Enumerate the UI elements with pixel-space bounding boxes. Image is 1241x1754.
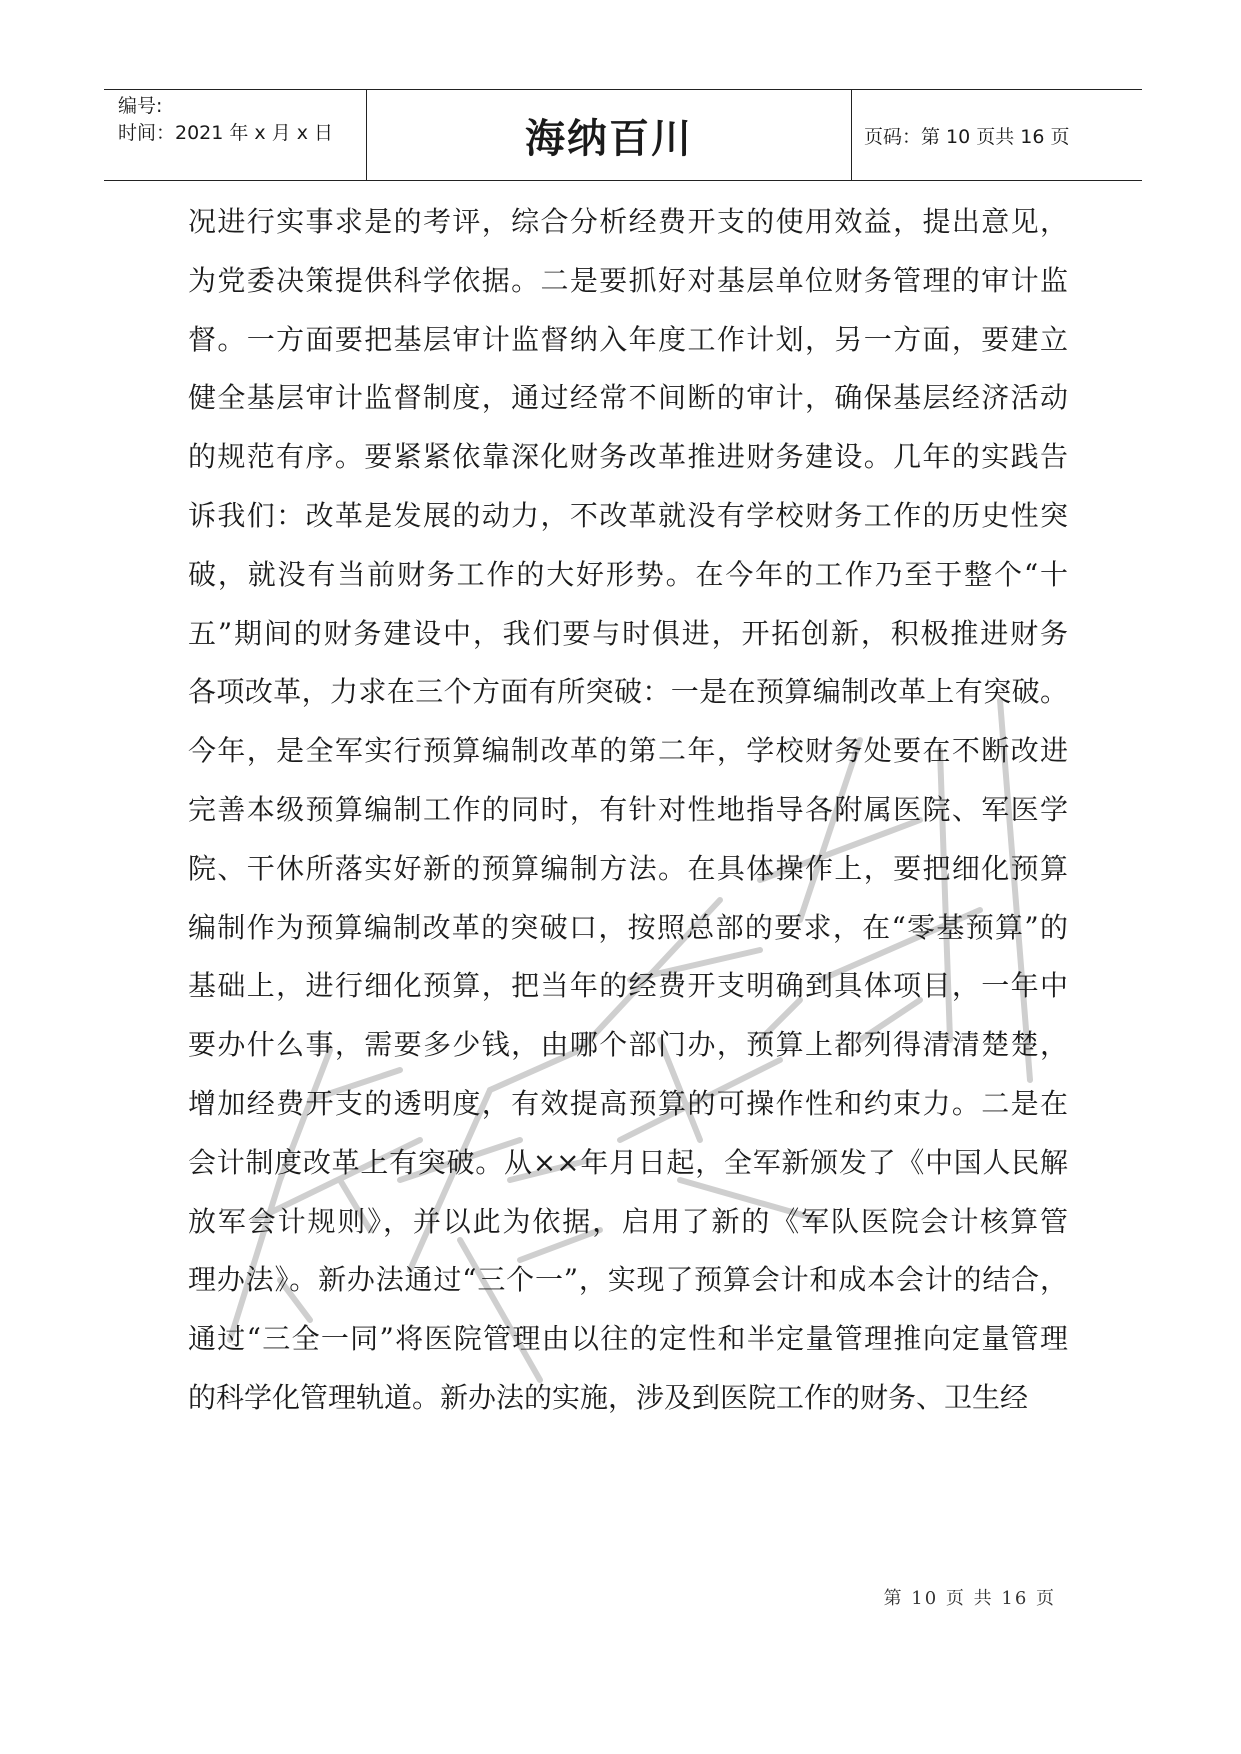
body-paragraph: [188, 193, 1068, 1428]
body-line: 完善本级预算编制工作的同时，有针对性地指导各附属医院、军医学: [188, 792, 1068, 826]
body-line: 五”期间的财务建设中，我们要与时俱进，开拓创新，积极推进财务: [188, 616, 1068, 650]
document-time-label: 时间：2021 年 x 月 x 日: [118, 122, 334, 144]
body-line: 健全基层审计监督制度，通过经常不间断的审计，确保基层经济活动: [188, 381, 1068, 415]
body-line: 基础上，进行细化预算，把当年的经费开支明确到具体项目，一年中: [188, 969, 1068, 1003]
body-line: 督。一方面要把基层审计监督纳入年度工作计划，另一方面，要建立: [188, 322, 1068, 356]
body-line: 院、干休所落实好新的预算编制方法。在具体操作上，要把细化预算: [188, 851, 1068, 885]
body-line: 增加经费开支的透明度，有效提高预算的可操作性和约束力。二是在: [188, 1086, 1068, 1120]
body-line: 破，就没有当前财务工作的大好形势。在今年的工作乃至于整个“十: [188, 557, 1068, 591]
header-meta: [104, 90, 367, 180]
body-line: 通过“三全一同”将医院管理由以往的定性和半定量管理推向定量管理: [188, 1322, 1068, 1356]
body-line: 会计制度改革上有突破。从××年月日起，全军新颁发了《中国人民解: [188, 1145, 1068, 1179]
body-line: 各项改革，力求在三个方面有所突破：一是在预算编制改革上有突破。: [188, 675, 1068, 709]
body-line: 为党委决策提供科学依据。二是要抓好对基层单位财务管理的审计监: [188, 263, 1068, 297]
body-line: 的科学化管理轨道。新办法的实施，涉及到医院工作的财务、卫生经: [188, 1380, 1029, 1414]
body-line: 理办法》。新办法通过“三个一”，实现了预算会计和成本会计的结合，: [188, 1263, 1068, 1297]
document-header: [104, 89, 1142, 181]
body-line: 况进行实事求是的考评，综合分析经费开支的使用效益，提出意见，: [188, 205, 1068, 238]
header-page-label: 页码：第 10 页共 16 页: [864, 125, 1070, 148]
body-line: 放军会计规则》，并以此为依据，启用了新的《军队医院会计核算管: [188, 1204, 1068, 1238]
body-line: 今年，是全军实行预算编制改革的第二年，学校财务处要在不断改进: [188, 734, 1068, 768]
body-line: 的规范有序。要紧紧依靠深化财务改革推进财务建设。几年的实践告: [188, 440, 1068, 474]
body-line: 诉我们：改革是发展的动力，不改革就没有学校财务工作的历史性突: [188, 498, 1068, 532]
header-title: 海纳百川: [367, 90, 852, 180]
document-number-label: 编号:: [118, 95, 163, 117]
body-line: 要办什么事，需要多少钱，由哪个部门办，预算上都列得清清楚楚，: [188, 1028, 1068, 1062]
body-line: 编制作为预算编制改革的突破口，按照总部的要求，在“零基预算”的: [188, 910, 1068, 944]
page-footer: 第 10 页 共 16 页: [883, 1588, 1056, 1609]
